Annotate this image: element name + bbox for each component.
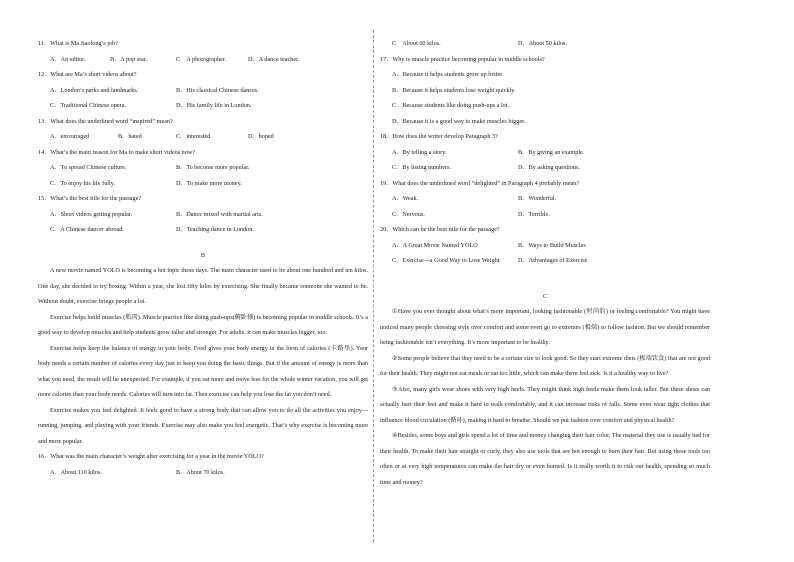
option: A．Short videos getting popular. [50,210,133,218]
question-13-options [38,129,368,145]
question-20-options-row-2 [380,253,710,269]
question-14-options-row-1 [38,160,368,176]
column-divider [373,30,374,542]
passage-c-label: C [542,292,548,300]
passage-c-paragraph-4: ④Besides, some boys and girls spend a lot of time and money changing their hair color. The material they use is usually bad for their health. To make their hair straight or curly, they also use tools that are hot enough to burn their hair. But using these tools too often or at very high temperatures can make the hair dry or even burned. Is it really worth it to risk our health, spending so much time and money? [380,432,710,486]
option: B．hated [118,133,142,140]
option: B．To become more popular. [176,164,250,171]
option: B．Wonderful. [518,195,557,202]
question-19-stem: 19．What does the underlined word “delighted” in Paragraph 4 probably mean? [380,179,579,187]
option: A．Weak. [392,195,419,202]
question-15-stem: 15．What’s the best title for the passage? [38,195,142,202]
option: A．By telling a story. [392,148,447,156]
option: A．To spread Chinese culture. [50,164,127,171]
option: B．About 70 kilos. [176,468,225,476]
question-13-stem: 13．What does the underlined word “inspired” mean? [38,117,173,125]
option: A．Because it helps students grow up better. [392,71,504,78]
question-19-options-row-2 [380,207,710,223]
option: A．encouraged [50,133,90,140]
option: C．To enjoy his life fully. [50,179,115,187]
question-12-stem: 12．What are Ma’s short videos about? [38,71,137,78]
question-15-options-row-2 [38,222,368,238]
option: C．interested [176,133,211,140]
passage-c-paragraph-3: ③Also, many girls wear shoes with very high heels. They might think high heels make them look taller. But these shoes can actually hurt their feet and make it hard to walk comfortably, and it can increase risks of falls. Some even wear tight clothes that influence blood circulation (循环), making it hard to breathe. Should we put fashion over comfort and physical health? [380,385,710,424]
option: D．Advantages of Exercise [518,257,588,264]
passage-b-paragraph-1: A new movie named YOLO is becoming a hot topic these days. The main character used to be about one hundred and ten kilos. One day, she decided to try boxing. Within a year, she lost fifty kilos by exercising. She finally became someone she wanted to be. Without doubt, exercise brings people a lot. [38,267,368,305]
question-16-options-row-2 [380,36,710,52]
option: D．hoped [248,133,274,140]
question-12-options-row-2 [38,98,368,114]
question-14-stem: 14．What’s the main reason for Ma to make short videos now? [38,148,196,156]
option: D．To make more money. [176,179,242,187]
option: B．Ways to Build Muscles [518,241,586,249]
option: B．A pop star. [110,55,147,63]
question-11-options [38,52,368,68]
option-row [380,98,710,114]
question-12-options-row-1 [38,83,368,99]
option: C．Exercise—a Good Way to Lose Weight [392,257,500,264]
option-row [380,67,710,83]
option: B．His classical Chinese dances. [176,86,259,94]
option: D．His family life in London. [176,102,252,109]
option: D．A dance teacher. [248,55,300,63]
question-20-options-row-1 [380,238,710,254]
option: B．Dance mixed with martial arts. [176,210,263,218]
passage-b-paragraph-2: Exercise helps build muscles (肌肉). Muscle practice like doing push-ups(俯卧撑) is becoming popular in middle schools. It’s a good way to develop muscles and help students grow taller and stronger. For adults, it can make muscles bigger, too. [38,313,368,336]
question-14-options-row-2 [38,176,368,192]
question-18-options-row-2 [380,160,710,176]
option: B．Because it helps students lose weight quickly. [392,86,516,94]
option: B．By giving an example. [518,148,585,156]
option: D．Because it is a good way to make muscles bigger. [392,117,526,125]
question-16-options-row-1 [38,465,368,481]
option: C．About 60 kilos. [392,40,441,47]
question-15-options-row-1 [38,207,368,223]
left-column [38,36,368,480]
option: A．London’s parks and landmarks. [50,86,139,94]
option: C．Traditional Chinese opera. [50,102,126,109]
question-20-stem: 20．Which can be the best title for the passage? [380,226,500,233]
question-19-options-row-1 [380,191,710,207]
passage-b-label: B [200,251,206,259]
question-11-stem: 11．What is Ma Jiaolong’s job? [38,40,118,47]
passage-c-paragraph-1: ①Have you ever thought about what’s more important, looking fashionable (时尚的) or feeling comfortable? You might have noticed many people choosing style over comfort and some even go to extremes (极端) to follow fashion. But we should remember being fashionable isn’t everything. It’s more important to be healthy. [380,308,710,346]
option-row [380,114,710,130]
option: C．Nervous. [392,210,425,218]
question-18-options-row-1 [380,145,710,161]
option-row [380,83,710,99]
option: C．By listing numbers. [392,164,451,171]
option: D．About 50 kilos. [518,40,567,47]
passage-b-paragraph-3: Exercise helps keep the balance of energy in your body. Food gives your body energy in the form of calories (卡路里). Your body needs a certain number of calories every day just to keep you doing the basic things. But if the amount of energy is more than what you need, the result will be unexpected. For example, if you eat more and move less for the whole winter vacation, you will get more calories than your body needs. Calories will turn into fat. Then exercise can help you lose the fat you don’t need. [38,344,368,398]
question-18-stem: 18．How does the writer develop Paragraph 3? [380,133,498,140]
option: C．A Chinese dancer abroad. [50,226,124,233]
passage-b-paragraph-4: Exercise makes you feel delighted. It feels good to have a strong body that can allow you to do all the activities you enjoy—running, jumping, and playing with your friends. Exercise may also make you feel energetic. That’s why exercise is becoming more and more popular. [38,406,368,445]
option: C．Because students like doing push-ups a lot. [392,102,510,109]
option: A．A Great Movie Named YOLO [392,241,478,249]
option: A．An editor. [50,55,86,63]
option: A．About 110 kilos. [50,468,102,476]
option: D．Teaching dance in London. [176,226,254,233]
question-16-stem: 16．What was the main character’s weight after exercising for a year in the movie YOLO? [38,453,264,460]
option: D．By asking questions. [518,164,581,171]
option: C．A photographer. [176,55,227,63]
option: D．Terrible. [518,210,550,218]
question-17-stem: 17．Why is muscle practice becoming popular in middle schools? [380,55,545,63]
right-column [380,36,710,490]
passage-c-paragraph-2: ②Some people believe that they need to be a certain size to look good. So they start extreme diets (极端饮食) that are not good for their health. They might not eat meals or eat too little, which can make them feel sick. Is it a healthy way to live? [380,354,710,377]
